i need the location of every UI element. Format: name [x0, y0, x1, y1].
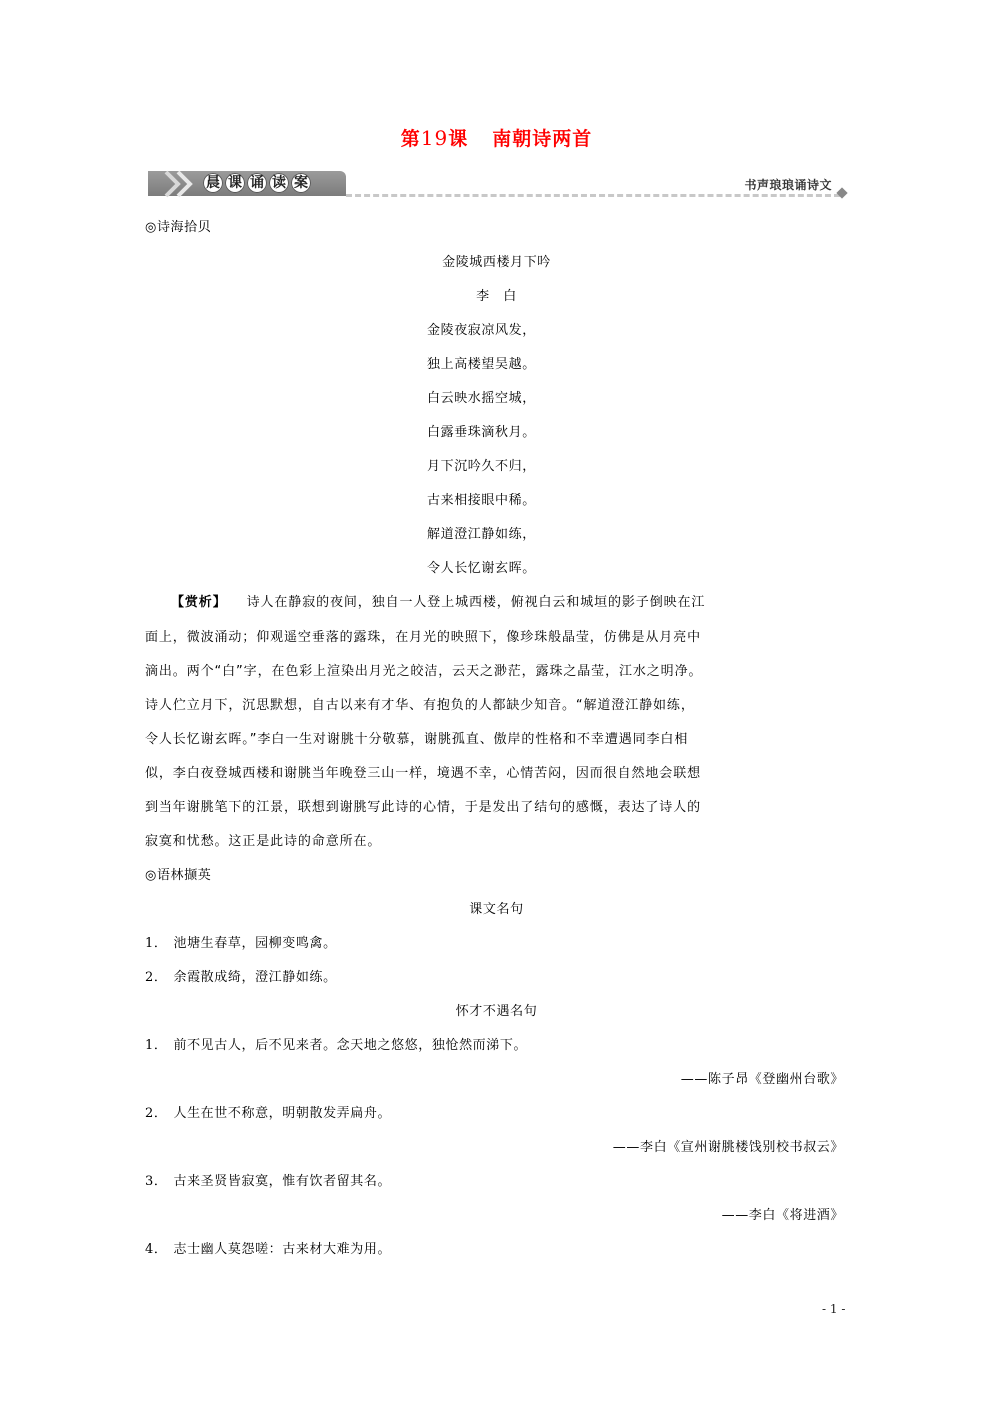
- lesson-title: [0, 124, 993, 151]
- double-chevron-icon: [162, 170, 202, 198]
- poem-line: 白露垂珠滴秋月。: [427, 425, 536, 440]
- appreciation-label: 【赏析】: [171, 595, 227, 610]
- poem-line: 令人长忆谢玄晖。: [427, 561, 536, 576]
- appreciation-line: 面上，微波涌动；仰观遥空垂落的露珠，在月光的映照下，像珍珠般晶莹，仿佛是从月亮中: [145, 630, 702, 645]
- section-heading-quotes: ◎语林撷英: [145, 868, 212, 883]
- poem-line: 金陵夜寂凉风发，: [427, 323, 536, 338]
- quote-source: ——李白《将进酒》: [721, 1208, 844, 1223]
- banner-char: 读: [269, 173, 289, 193]
- lesson-title-prefix: 第: [400, 128, 421, 150]
- quote-item: 1． 池塘生春草，园柳变鸣禽。: [145, 936, 337, 951]
- appreciation-line: 【赏析】 诗人在静寂的夜间，独自一人登上城西楼，俯视白云和城垣的影子倒映在江: [171, 595, 706, 610]
- quote-source: ——陈子昂《登幽州台歌》: [680, 1072, 844, 1087]
- group-title-unrecognized-talent: 怀才不遇名句: [455, 1004, 538, 1019]
- poem-line: 解道澄江静如练，: [427, 527, 536, 542]
- banner-char: 晨: [203, 173, 223, 193]
- quote-item: 2． 余霞散成绮，澄江静如练。: [145, 970, 337, 985]
- poem-line: 古来相接眼中稀。: [427, 493, 536, 508]
- quote-item: 2． 人生在世不称意，明朝散发弄扁舟。: [145, 1106, 392, 1121]
- lesson-number: 19: [420, 126, 449, 150]
- appreciation-line: 滴出。两个“白”字，在色彩上渲染出月光之皎洁，云天之渺茫，露珠之晶莹，江水之明净。: [145, 664, 703, 679]
- banner-title: [203, 173, 311, 193]
- banner-subtitle: 书声琅琅诵诗文: [744, 178, 832, 192]
- poem-line: 独上高楼望吴越。: [427, 357, 536, 372]
- appreciation-line: 似，李白夜登城西楼和谢朓当年晚登三山一样，境遇不幸，心情苦闷，因而很自然地会联想: [145, 766, 702, 781]
- appreciation-line: 令人长忆谢玄晖。”李白一生对谢朓十分敬慕，谢朓孤直、傲岸的性格和不幸遭遇同李白相: [145, 732, 689, 747]
- lesson-name: 南朝诗两首: [492, 128, 593, 150]
- poem-title: 金陵城西楼月下吟: [442, 255, 551, 270]
- quote-item: 3． 古来圣贤皆寂寞，惟有饮者留其名。: [145, 1174, 392, 1189]
- banner-char: 课: [225, 173, 245, 193]
- poem-line: 白云映水摇空城，: [427, 391, 536, 406]
- quote-item: 4． 志士幽人莫怨嗟：古来材大难为用。: [145, 1242, 392, 1257]
- lesson-title-suffix: 课: [448, 128, 469, 150]
- poem-author: 李 白: [476, 289, 517, 304]
- quote-source: ——李白《宣州谢朓楼饯别校书叔云》: [612, 1140, 844, 1155]
- appreciation-line: 寂寞和忧愁。这正是此诗的命意所在。: [145, 834, 382, 849]
- poem-line: 月下沉吟久不归，: [427, 459, 536, 474]
- page-number: - 1 -: [822, 1302, 846, 1316]
- banner-char: 案: [291, 173, 311, 193]
- banner-char: 诵: [247, 173, 267, 193]
- banner-dashed-divider: [346, 194, 840, 197]
- appreciation-line: 到当年谢朓笔下的江景，联想到谢朓写此诗的心情，于是发出了结句的感慨，表达了诗人的: [145, 800, 702, 815]
- quote-item: 1． 前不见古人，后不见来者。念天地之悠悠，独怆然而涕下。: [145, 1038, 528, 1053]
- section-heading-poetry: ◎诗海拾贝: [145, 220, 212, 235]
- section-banner: [148, 170, 848, 200]
- group-title-lesson-quotes: 课文名句: [469, 902, 524, 917]
- appreciation-line: 诗人伫立月下，沉思默想，自古以来有才华、有抱负的人都缺少知音。“解道澄江静如练，: [145, 698, 695, 713]
